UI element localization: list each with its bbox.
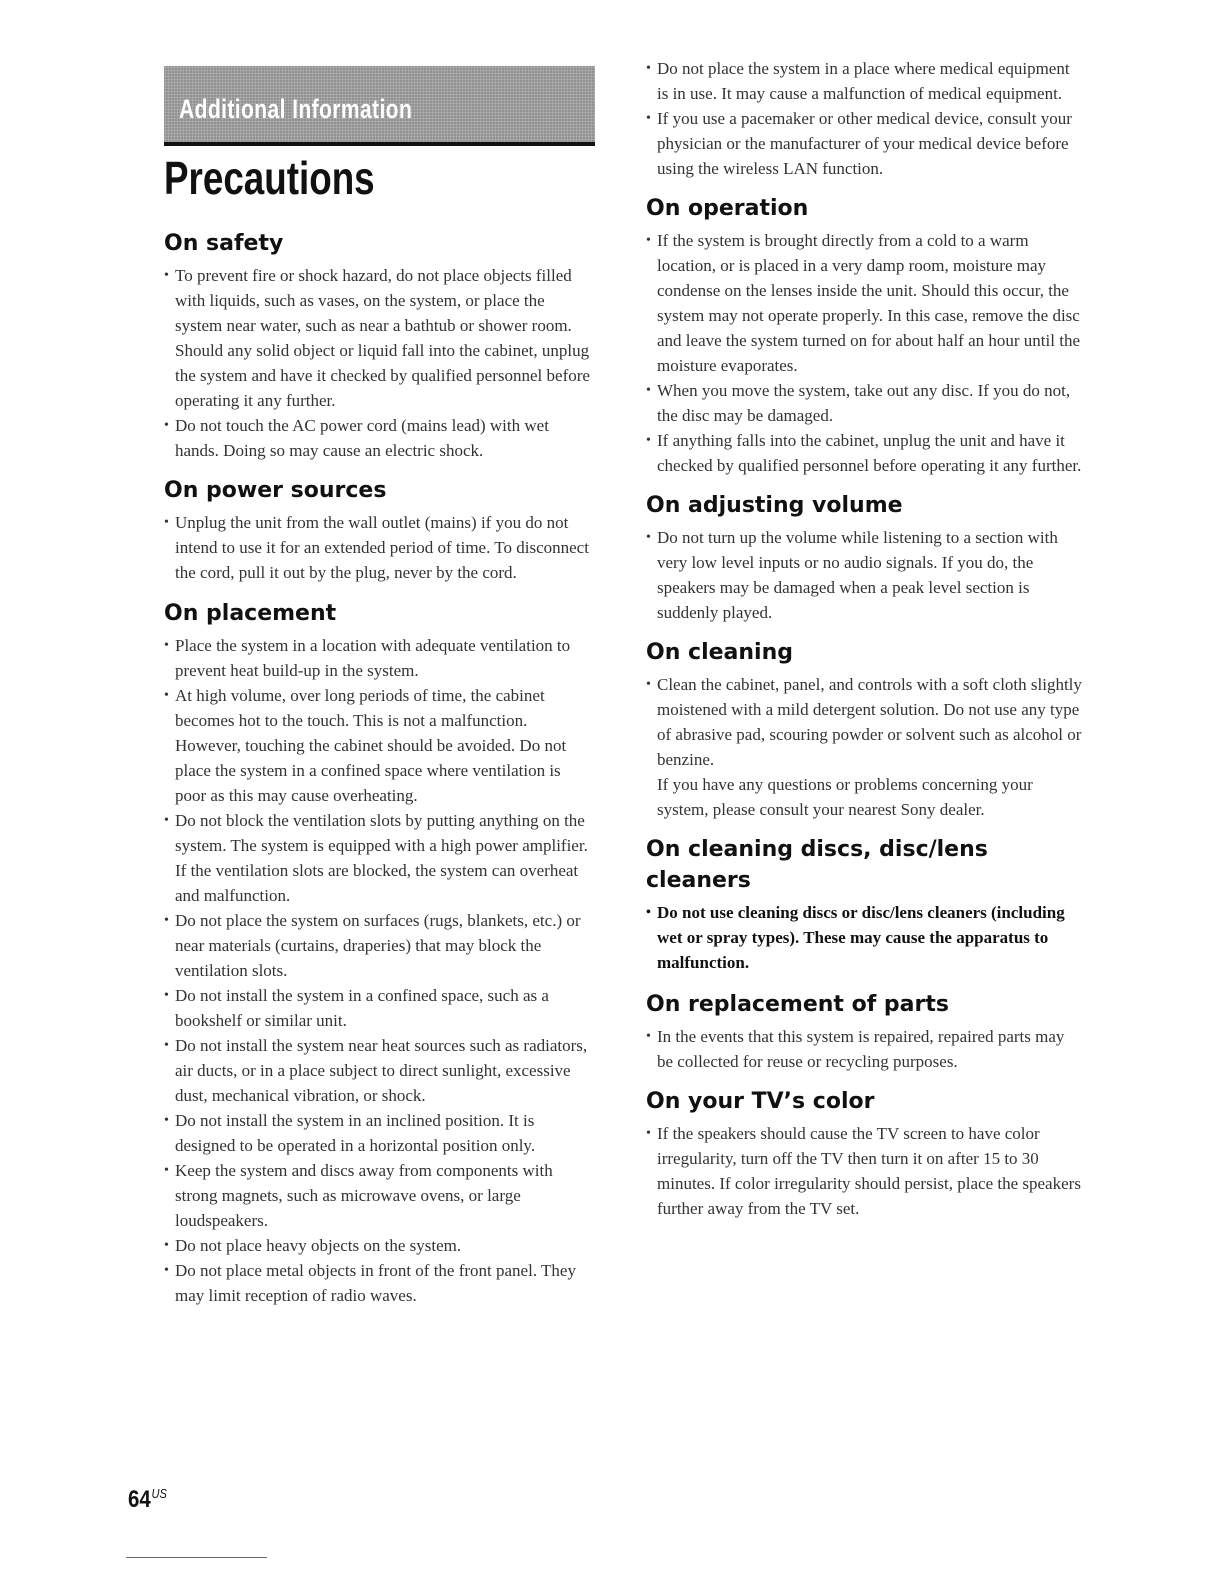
section-on-cleaning-discs [646,834,1082,975]
bullet-list [646,672,1082,772]
list-item: • When you move the system, take out any disc. If you do not, the disc may be damaged. [646,378,1082,428]
list-item: • If the system is brought directly from a cold to a warm location, or is placed in a very damp room, moisture may condense on the lenses inside the unit. Should this occur, the system may not operate properly. In this case, remove the disc and leave the system turned on for about half an hour until the moisture evaporates. [646,228,1082,378]
footer-rule [126,1557,267,1558]
section-on-placement [164,598,596,1308]
section-on-adjusting-volume [646,490,1082,625]
list-item: • If you use a pacemaker or other medical device, consult your physician or the manufacturer of your medical device before using the wireless LAN function. [646,106,1082,181]
section-heading: On placement [164,601,337,626]
section-heading: On cleaning [646,640,793,665]
list-item: • If anything falls into the cabinet, unplug the unit and have it checked by qualified personnel before operating it any further. [646,428,1082,478]
section-on-tv-color [646,1086,1082,1221]
section-on-cleaning [646,637,1082,822]
section-heading: On power sources [164,478,387,503]
list-item: • Do not use cleaning discs or disc/lens cleaners (including wet or spray types). These may cause the apparatus to malfunction. [646,900,1082,975]
list-item: • Unplug the unit from the wall outlet (mains) if you do not intend to use it for an extended period of time. To disconnect the cord, pull it out by the plug, never by the cord. [164,510,596,585]
bullet-list [164,510,596,585]
list-item: • In the events that this system is repaired, repaired parts may be collected for reuse or recycling purposes. [646,1024,1082,1074]
list-item: • Do not install the system in an inclined position. It is designed to be operated in a horizontal position only. [164,1108,596,1158]
list-item: • Clean the cabinet, panel, and controls with a soft cloth slightly moistened with a mild detergent solution. Do not use any type of abrasive pad, scouring powder or solvent such as alcohol or benzine. [646,672,1082,772]
bullet-list [164,633,596,1308]
list-item: • To prevent fire or shock hazard, do not place objects filled with liquids, such as vases, on the system, or place the system near water, such as near a bathtub or shower room. Should any solid object or liquid fall into the cabinet, unplug the system and have it checked by qualified personnel before operating it any further. [164,263,596,413]
section-on-replacement-of-parts [646,989,1082,1074]
section-heading: On replacement of parts [646,992,949,1017]
list-item: • Do not install the system in a confined space, such as a bookshelf or similar unit. [164,983,596,1033]
list-item: • At high volume, over long periods of time, the cabinet becomes hot to the touch. This is not a malfunction. However, touching the cabinet should be avoided. Do not place the system in a confined space where ventilation is poor as this may cause overheating. [164,683,596,808]
section-intro [646,56,1082,181]
list-item: • Do not turn up the volume while listening to a section with very low level inputs or no audio signals. If you do, the speakers may be damaged when a peak level section is suddenly played. [646,525,1082,625]
page-title: Precautions [164,152,375,204]
bullet-list [646,228,1082,478]
left-column [164,228,596,1308]
page-number [128,1486,167,1514]
banner-title: Additional Information [179,94,413,124]
list-item: • Do not place the system in a place where medical equipment is in use. It may cause a malfunction of medical equipment. [646,56,1082,106]
section-heading: On safety [164,231,284,256]
list-item: • Keep the system and discs away from components with strong magnets, such as microwave ovens, or large loudspeakers. [164,1158,596,1233]
bullet-list [646,1121,1082,1221]
page-number-value: 64 [128,1486,151,1513]
list-item: • Do not place metal objects in front of the front panel. They may limit reception of radio waves. [164,1258,596,1308]
list-item: • Place the system in a location with adequate ventilation to prevent heat build-up in the system. [164,633,596,683]
section-banner [164,66,595,146]
page-region-suffix: US [151,1486,167,1501]
list-item: • Do not touch the AC power cord (mains lead) with wet hands. Doing so may cause an electric shock. [164,413,596,463]
list-item: • Do not place the system on surfaces (rugs, blankets, etc.) or near materials (curtains, draperies) that may block the ventilation slots. [164,908,596,983]
section-heading: On adjusting volume [646,493,903,518]
list-item: • Do not block the ventilation slots by putting anything on the system. The system is equipped with a high power amplifier. If the ventilation slots are blocked, the system can overheat and malfunction. [164,808,596,908]
right-column [646,56,1082,1221]
bullet-list [646,1024,1082,1074]
section-heading: On operation [646,196,809,221]
section-heading: On cleaning discs, disc/lens cleaners [646,837,988,893]
bullet-list [646,56,1082,181]
list-item: • If the speakers should cause the TV screen to have color irregularity, turn off the TV then turn it on after 15 to 30 minutes. If color irregularity should persist, place the speakers further away from the TV set. [646,1121,1082,1221]
section-heading: On your TV’s color [646,1089,875,1114]
cleaning-note: If you have any questions or problems concerning your system, please consult your nearest Sony dealer. [657,775,1033,819]
section-on-operation [646,193,1082,478]
bullet-list [164,263,596,463]
section-on-power-sources [164,475,596,585]
list-item: • Do not place heavy objects on the system. [164,1233,596,1258]
list-item: • Do not install the system near heat sources such as radiators, air ducts, or in a place subject to direct sunlight, excessive dust, mechanical vibration, or shock. [164,1033,596,1108]
bullet-list [646,900,1082,975]
section-on-safety [164,228,596,463]
bullet-list [646,525,1082,625]
